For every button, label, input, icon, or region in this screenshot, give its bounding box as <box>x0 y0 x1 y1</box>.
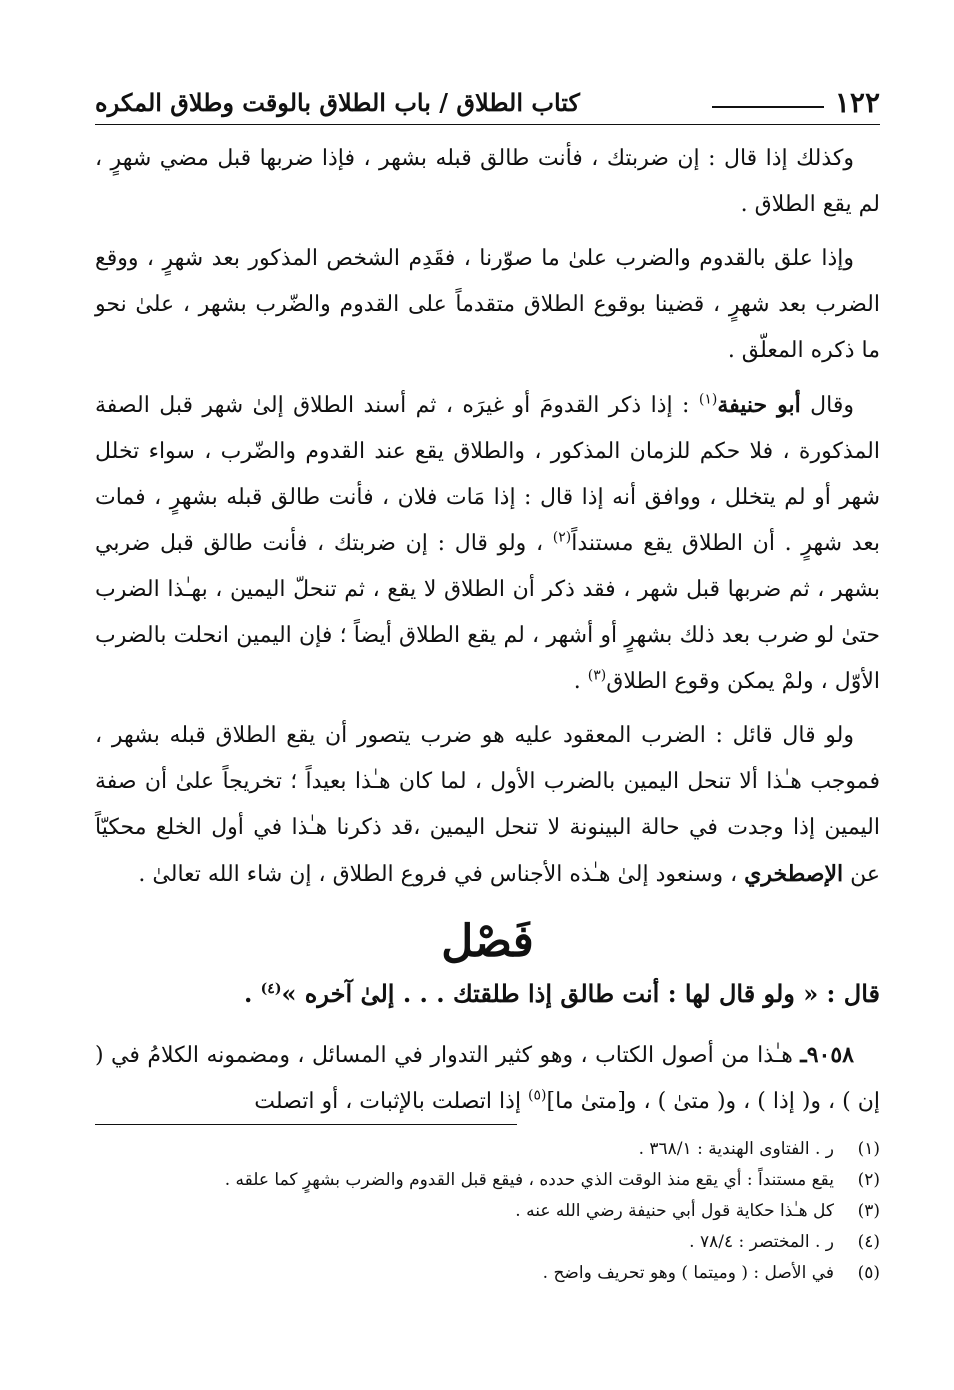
footnote-number: (٥) <box>857 1263 880 1283</box>
footnote-text: ر . الفتاوى الهندية : ٣٦٨/١ . <box>638 1139 834 1159</box>
footnote-number: (٤) <box>857 1232 880 1252</box>
paragraph: وإذا علق بالقدوم والضرب علىٰ ما صوّرنا ، فقَدِم الشخص المذكور بعد شهرٍ ، ووقع الضرب بعد شهرٍ ، قضينا بوقوع الطلاق متقدماً على القدوم والضّرب بشهر ، علىٰ نحو ما ذكره المعلّق . <box>95 246 880 363</box>
scholar-name: الإصطخري <box>744 861 844 887</box>
page-number: ١٢٢ <box>834 86 880 119</box>
numbered-paragraph <box>95 1032 880 1125</box>
footnote-number: (٢) <box>857 1170 880 1190</box>
footnote-text: ر . المختصر : ٧٨/٤ . <box>689 1232 834 1252</box>
text-span: ، وسنعود إلىٰ هـٰذه الأجناس في فروع الطلاق ، إن شاء الله تعالىٰ . <box>138 862 745 887</box>
text-span: . <box>573 669 588 694</box>
footnote <box>95 1196 880 1227</box>
footnote-text: كل هـٰذا حكاية قول أبي حنيفة رضي الله عنه . <box>515 1201 834 1221</box>
text-span: » <box>281 979 305 1008</box>
footnote-ref: (٢) <box>552 529 572 546</box>
paragraph: وكذلك إذا قال : إن ضربتك ، فأنت طالق قبله بشهر ، فإذا ضربها قبل مضي شهرٍ ، لم يقع الطلاق . <box>95 146 880 217</box>
issue-number: ٩٠٥٨ـ <box>800 1042 854 1068</box>
footnotes <box>95 1134 880 1289</box>
text-span: ولو قال قائل : الضرب المعقود عليه هو ضرب يتصور أن يقع الطلاق قبله بشهر ، فموجب هـٰذا ألا تنحل اليمين بالضرب الأول ، لما كان هـٰذا بعيداً ؛ تخريجاً علىٰ أن صفة اليمين إذا وجدت في حالة البينونة لا تنحل اليمين ،قد ذكرنا هـٰذا في أول الخلع محكيّاً عن <box>95 723 880 887</box>
footnote-number: (١) <box>857 1139 880 1159</box>
header-rule <box>95 124 880 125</box>
footnote-text: يقع مستنداً : أي يقع منذ الوقت الذي حدده ، فيقع قبل القدوم والضرب بشهرٍ كما علقه . <box>224 1170 834 1190</box>
text-span: ، ولو قال : إن ضربتك ، فأنت طالق قبل ضربي بشهر ، ثم ضربها قبل شهر ، فقد ذكر أن الطلاق لا يقع ، ثم تنحلّ اليمين ، بهـٰذا الضرب حتىٰ لو ضرب بعد ذلك بشهرٍ أو أشهر ، لم يقع الطلاق أيضاً ؛ فإن اليمين انحلت بالضرب الأوّل ، ولمْ يمكن وقوع الطلاق <box>95 531 880 694</box>
main-text <box>95 136 880 1133</box>
footnote <box>95 1134 880 1165</box>
section-heading: فَصْل <box>441 916 534 967</box>
footnote-ref: (٤) <box>260 981 282 997</box>
quote-text: ولو قال لها : أنت طالق إذا طلقتك . . . إلىٰ آخره <box>304 979 795 1008</box>
footnote <box>95 1165 880 1196</box>
text-span: قال : « <box>794 979 880 1008</box>
footnote-ref: (٣) <box>587 667 607 684</box>
paragraph-istakhri <box>95 713 880 898</box>
text-span: وقال <box>800 393 855 418</box>
footnote-text: في الأصل : ( وميتما ) وهو تحريف واضح . <box>542 1263 834 1283</box>
footnote-ref: (٥) <box>528 1087 547 1104</box>
text-span: إذا اتصلت بالإثبات ، أو اتصلت <box>254 1089 529 1114</box>
footnote-rule <box>95 1124 517 1125</box>
text-span: . <box>243 979 261 1008</box>
quoted-statement <box>95 972 880 1016</box>
footnote <box>95 1258 880 1289</box>
running-header <box>95 86 880 126</box>
footnote <box>95 1227 880 1258</box>
text-span: : إذا ذكر القدومَ أو غيرَه ، ثم أسند الطلاق إلىٰ شهر قبل الصفة المذكورة ، فلا حكم للزمان المذكور ، والطلاق يقع عند القدوم والضّرب ، سواء تخلل شهر أو لم يتخلل ، ووافق أنه إذا قال : إذا مَات فلان ، فأنت طالق قبله بشهرٍ ، فمات بعد شهرٍ . أن الطلاق يقع مستنداً <box>95 393 880 556</box>
paragraph-abu-hanifa <box>95 382 880 705</box>
footnote-number: (٣) <box>857 1201 880 1221</box>
scholar-name: أبو حنيفة <box>717 392 801 418</box>
footnote-ref: (١) <box>698 391 718 408</box>
text-span: هـٰذا من أصول الكتاب ، وهو كثير التدوار في المسائل ، ومضمونه الكلامُ في ( إن ) ، و( إذا ) ، و( متىٰ ) ، و[متىٰ ما] <box>95 1043 880 1114</box>
header-dash-line <box>712 106 824 108</box>
running-title: كتاب الطلاق / باب الطلاق بالوقت وطلاق المكره <box>95 88 580 117</box>
